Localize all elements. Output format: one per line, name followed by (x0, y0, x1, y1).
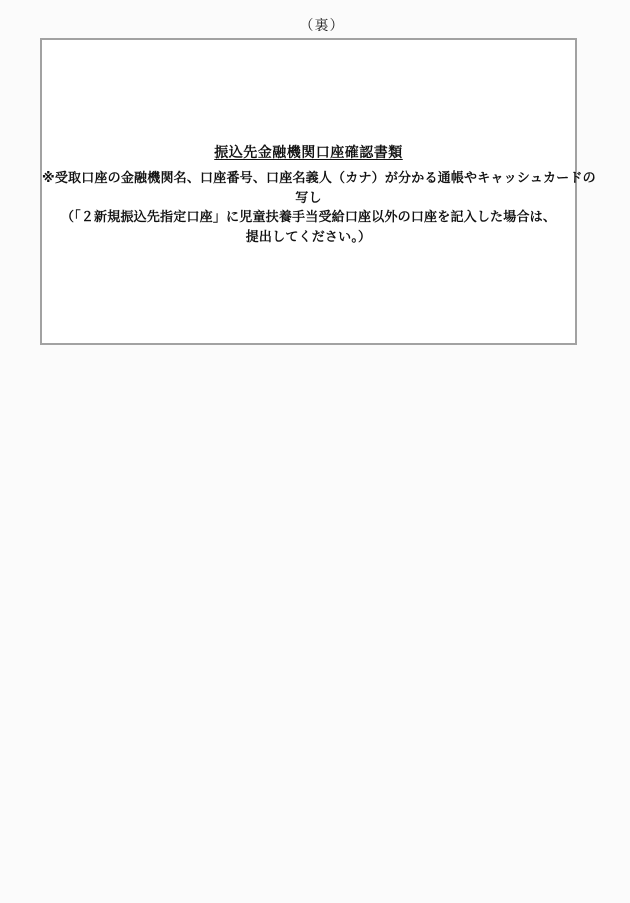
notice-line-3: （「２新規振込先指定口座」に児童扶養手当受給口座以外の口座を記入した場合は、 (60, 210, 557, 225)
notice-line-1: ※受取口座の金融機関名、口座番号、口座名義人（カナ）が分かる通帳やキャッシュカードの (42, 171, 596, 186)
notice-box (40, 38, 596, 345)
notice-title: 振込先金融機関口座確認書類 (214, 145, 403, 161)
page-side-label: （裏） (299, 18, 345, 34)
notice-line-2: 写し (295, 190, 322, 206)
notice-content (42, 142, 596, 247)
notice-line-4: 提出してください。） (245, 229, 372, 245)
